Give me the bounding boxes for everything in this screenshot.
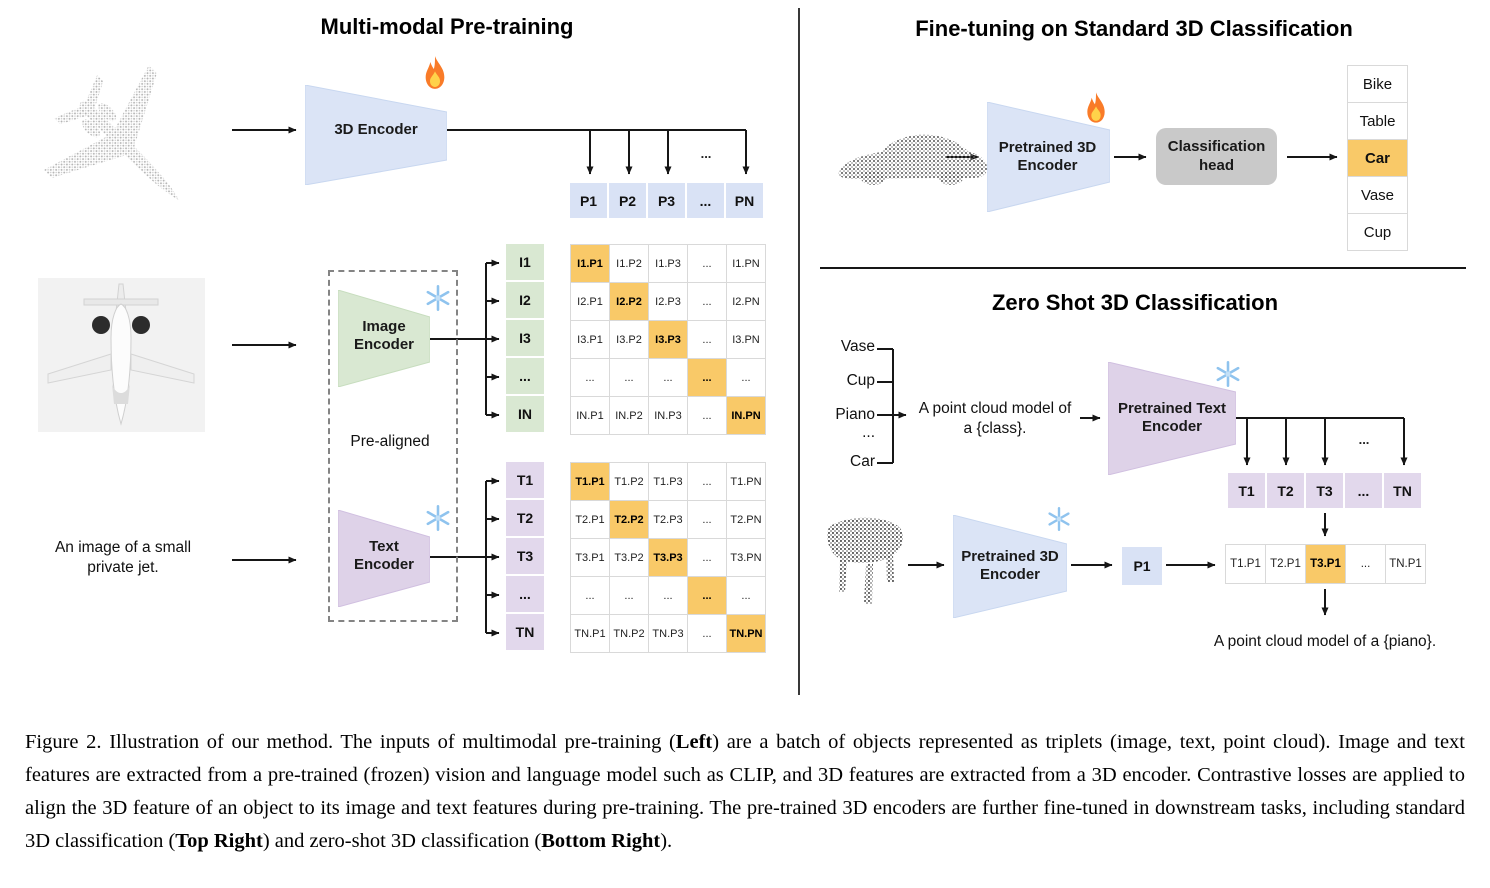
caption-text: ) and zero-shot 3D classification ( (262, 830, 542, 852)
p-cell: P1 (570, 183, 607, 218)
classification-head-box (1156, 128, 1277, 185)
left-section-title: Multi-modal Pre-training (320, 14, 574, 39)
pretrained-3d-encoder-label (985, 135, 1110, 179)
pretrained-text-encoder-line1: Pretrained Text (1117, 399, 1227, 417)
matrix-cell: T1.P2 (610, 463, 648, 500)
matrix-cell: T1.PN (727, 463, 765, 500)
matrix-cell: ... (688, 577, 726, 614)
matrix-cell: ... (688, 245, 726, 282)
i-cell: I3 (506, 320, 544, 356)
matrix-cell: ... (688, 615, 726, 652)
matrix-cell: I3.PN (727, 321, 765, 358)
class-cell: Bike (1348, 66, 1407, 102)
p-cell: P3 (648, 183, 685, 218)
zs-text-feature-row (1228, 473, 1421, 508)
p1-feature-cell: P1 (1122, 547, 1162, 585)
class-cell: Cup (1348, 214, 1407, 250)
zs-class-cup: Cup (846, 372, 875, 389)
result-cell: ... (1346, 545, 1385, 583)
caption-text: Figure 2. Illustration of our method. The inputs of multimodal pre-training ( (25, 731, 676, 753)
matrix-cell: T2.PN (727, 501, 765, 538)
zs-result-text: A point cloud model of a {piano}. (1213, 633, 1437, 650)
text-encoder-label-line1: Text (369, 537, 399, 555)
snowflake-icon (1046, 506, 1072, 532)
image-pointcloud-similarity-matrix (570, 244, 766, 435)
matrix-cell: ... (688, 359, 726, 396)
p-cell: ... (687, 183, 724, 218)
matrix-cell: ... (727, 359, 765, 396)
i-cell: ... (506, 358, 544, 394)
matrix-cell: I3.P3 (649, 321, 687, 358)
image-encoder-label-line2: Encoder (353, 336, 414, 353)
pretrained-text-encoder-line2: Encoder (1141, 418, 1202, 435)
matrix-cell: ... (688, 283, 726, 320)
t-cell: T3 (1306, 473, 1343, 508)
class-list (1347, 65, 1408, 251)
p-cell: P2 (609, 183, 646, 218)
snowflake-icon (424, 504, 452, 532)
jet-photo-art (38, 278, 205, 432)
t-cell: ... (1345, 473, 1382, 508)
matrix-cell: ... (688, 539, 726, 576)
caption-bold-left: Left (675, 731, 713, 753)
matrix-cell: T1.P3 (649, 463, 687, 500)
zs-class-vase: Vase (840, 338, 875, 355)
classification-head-line2: head (1198, 156, 1234, 174)
matrix-cell: I2.P2 (610, 283, 648, 320)
i-cell: I1 (506, 244, 544, 280)
matrix-cell: T2.P2 (610, 501, 648, 538)
matrix-cell: T2.P3 (649, 501, 687, 538)
matrix-cell: IN.P1 (571, 397, 609, 434)
image-encoder-label (338, 314, 430, 358)
matrix-cell: ... (571, 359, 609, 396)
matrix-cell: IN.PN (727, 397, 765, 434)
t-cell: TN (506, 614, 544, 650)
snowflake-icon (424, 284, 452, 312)
zs-pretrained-3d-encoder-label (951, 544, 1069, 588)
pre-aligned-label: Pre-aligned (350, 433, 430, 450)
p-feature-row (570, 183, 763, 218)
snowflake-icon (1214, 360, 1242, 388)
result-cell: T1.P1 (1226, 545, 1265, 583)
ellipsis-label: ... (1358, 432, 1370, 447)
fine-tuning-title: Fine-tuning on Standard 3D Classification (915, 16, 1353, 41)
zs-class-piano: Piano (835, 406, 875, 423)
caption-bold-top-right: Top Right (175, 830, 263, 852)
zs-similarity-row (1225, 544, 1426, 584)
matrix-cell: IN.P2 (610, 397, 648, 434)
prompt-line2: a {class}. (963, 420, 1027, 438)
pretrained-3d-encoder-line2: Encoder (1017, 157, 1078, 174)
matrix-cell: ... (727, 577, 765, 614)
matrix-cell: ... (688, 463, 726, 500)
fire-icon (1083, 92, 1109, 123)
matrix-cell: I1.P3 (649, 245, 687, 282)
class-cell: Table (1348, 103, 1407, 139)
caption-text: ) are a batch of objects represented as triplets (image, text, point cloud). Image and text features are extracted from a pre-trained (frozen) vision and language model such as CLIP, and 3D features are extracted from a 3D encoder. Contrastive losses are applied to align the 3D feature of an object to its image and text features during pre-training. The pre-trained 3D encoders are further fine-tuned in downstream tasks, including standard 3D classification ( (25, 731, 1465, 852)
car-point-cloud (833, 116, 993, 198)
zs-class-ellipsis: ... (862, 424, 875, 441)
figure-caption (25, 726, 1465, 858)
matrix-cell: TN.PN (727, 615, 765, 652)
matrix-cell: ... (571, 577, 609, 614)
text-encoder-label-line2: Encoder (353, 556, 414, 573)
t-cell: ... (506, 576, 544, 612)
result-cell-selected: T3.P1 (1306, 545, 1345, 583)
matrix-cell: ... (610, 577, 648, 614)
matrix-cell: TN.P1 (571, 615, 609, 652)
text-input-line1: An image of a small (54, 539, 192, 556)
matrix-cell: I3.P2 (610, 321, 648, 358)
matrix-cell: I2.P3 (649, 283, 687, 320)
matrix-cell: I1.P2 (610, 245, 648, 282)
prompt-line1: A point cloud model of (918, 400, 1072, 417)
t-cell: T2 (506, 500, 544, 536)
i-cell: I2 (506, 282, 544, 318)
matrix-cell: I1.P1 (571, 245, 609, 282)
pretrained-text-encoder-label (1106, 396, 1238, 440)
encoder-3d-label: 3D Encoder (334, 120, 418, 138)
matrix-cell: I3.P1 (571, 321, 609, 358)
jet-photo (38, 278, 205, 432)
caption-text: ). (660, 830, 673, 852)
result-cell: TN.P1 (1386, 545, 1425, 583)
matrix-cell: I1.PN (727, 245, 765, 282)
class-cell: Vase (1348, 177, 1407, 213)
text-input-line2: private jet. (87, 559, 159, 577)
matrix-cell: T3.P3 (649, 539, 687, 576)
t-cell: T2 (1267, 473, 1304, 508)
matrix-cell: T3.P2 (610, 539, 648, 576)
image-encoder-label-line1: Image (362, 317, 406, 335)
i-cell: IN (506, 396, 544, 432)
matrix-cell: T3.PN (727, 539, 765, 576)
ellipsis-label: ... (700, 146, 712, 161)
matrix-cell: ... (649, 359, 687, 396)
zero-shot-title: Zero Shot 3D Classification (991, 290, 1279, 315)
result-cell: T2.P1 (1266, 545, 1305, 583)
matrix-cell: TN.P3 (649, 615, 687, 652)
fire-icon (421, 56, 449, 89)
matrix-cell: ... (649, 577, 687, 614)
caption-bold-bottom-right: Bottom Right (541, 830, 661, 852)
airplane-point-cloud (30, 48, 210, 238)
text-encoder-label (338, 534, 430, 578)
t-cell: T3 (506, 538, 544, 574)
text-pointcloud-similarity-matrix (570, 462, 766, 653)
p-cell: PN (726, 183, 763, 218)
matrix-cell: TN.P2 (610, 615, 648, 652)
matrix-cell: IN.P3 (649, 397, 687, 434)
piano-point-cloud (820, 512, 910, 610)
matrix-cell: T3.P1 (571, 539, 609, 576)
matrix-cell: I2.PN (727, 283, 765, 320)
matrix-cell: ... (688, 321, 726, 358)
classification-head-line1: Classification (1167, 137, 1266, 155)
pretrained-3d-encoder-line1: Pretrained 3D (998, 138, 1097, 156)
matrix-cell: ... (610, 359, 648, 396)
text-input-caption (28, 538, 218, 578)
class-cell-selected: Car (1348, 140, 1407, 176)
prompt-text (905, 399, 1085, 439)
image-feature-column (506, 244, 544, 432)
zs-class-car: Car (850, 453, 875, 470)
zs-pretrained-3d-encoder-line1: Pretrained 3D (961, 547, 1059, 565)
matrix-cell: I2.P1 (571, 283, 609, 320)
zs-pretrained-3d-encoder-line2: Encoder (979, 566, 1040, 583)
t-cell: TN (1384, 473, 1421, 508)
text-feature-column (506, 462, 544, 650)
t-cell: T1 (1228, 473, 1265, 508)
matrix-cell: ... (688, 397, 726, 434)
t-cell: T1 (506, 462, 544, 498)
matrix-cell: ... (688, 501, 726, 538)
matrix-cell: T1.P1 (571, 463, 609, 500)
matrix-cell: T2.P1 (571, 501, 609, 538)
